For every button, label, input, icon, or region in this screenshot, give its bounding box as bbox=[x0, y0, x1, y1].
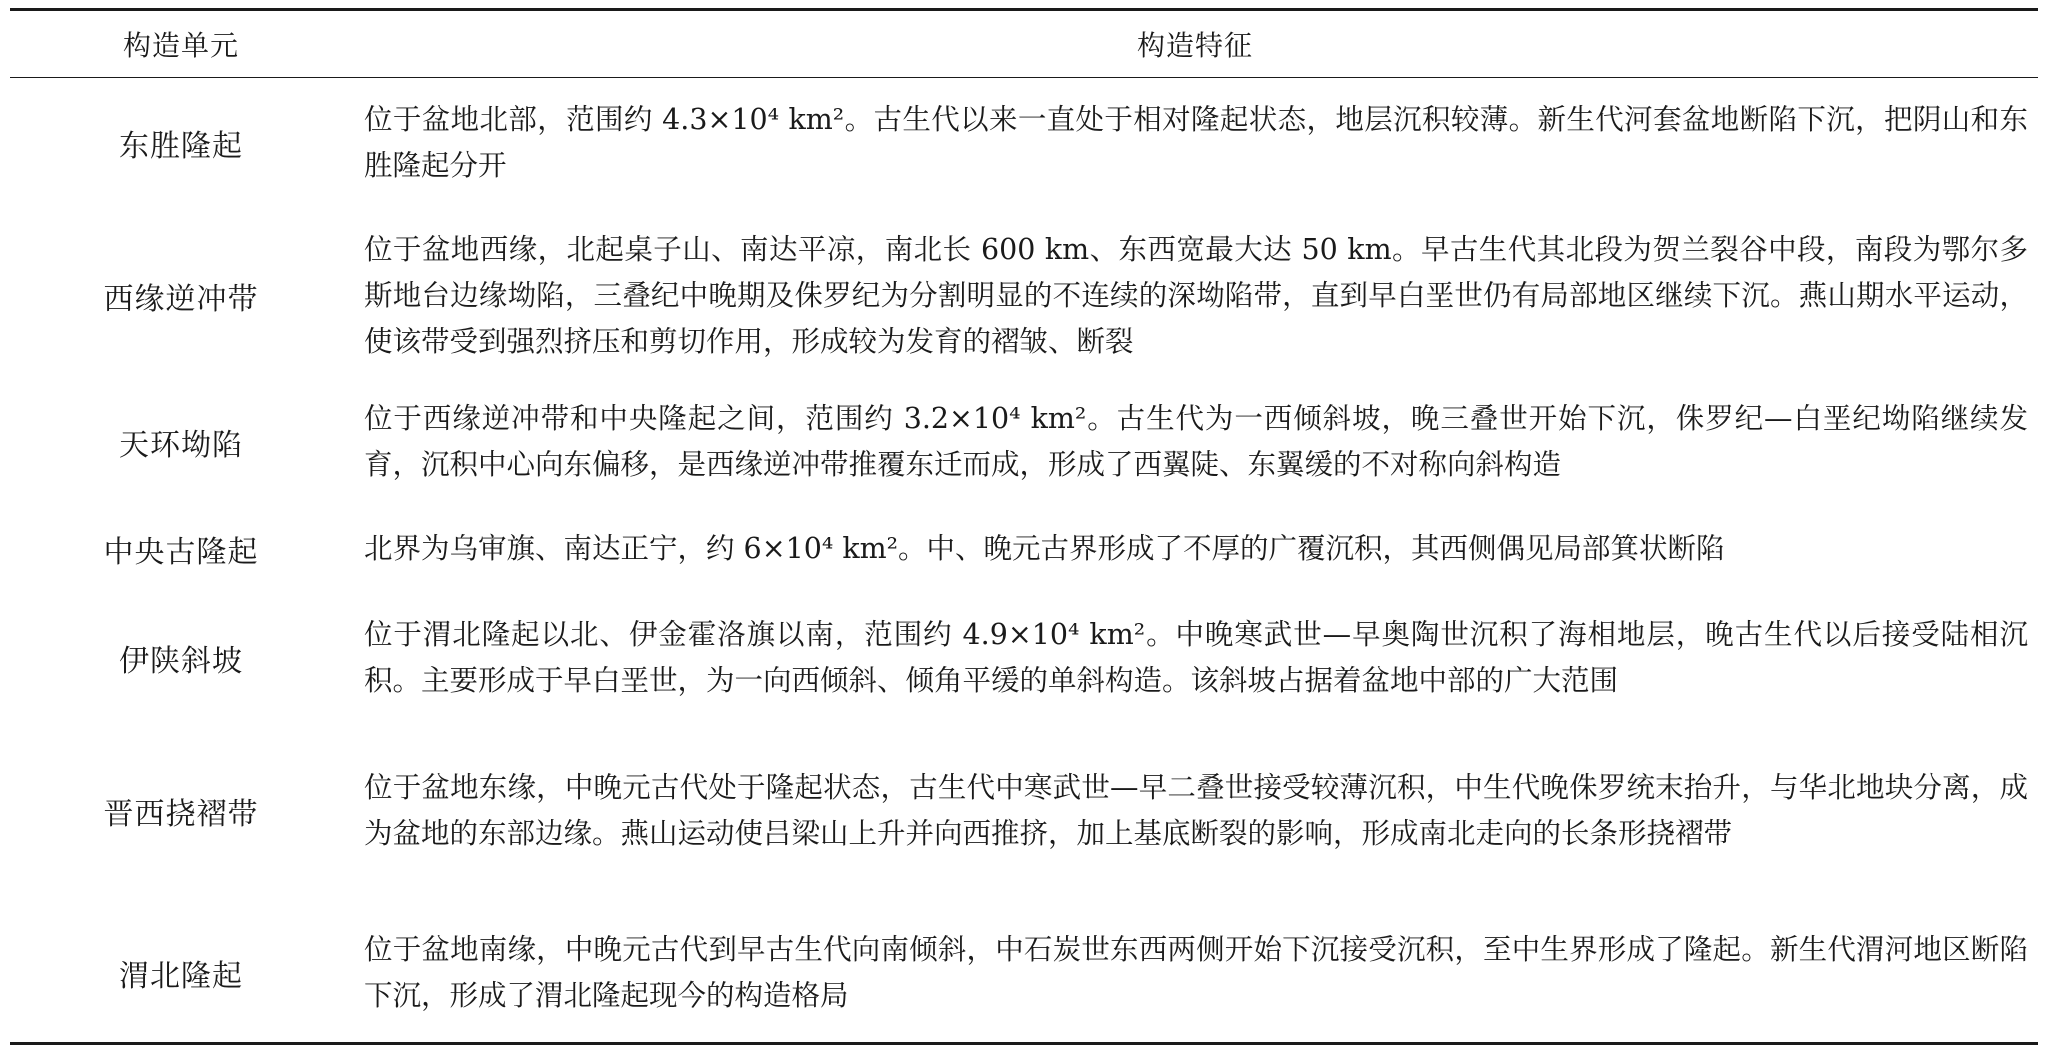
table-row bbox=[10, 718, 2038, 904]
table-row bbox=[10, 208, 2038, 384]
row-feature-text: 位于盆地东缘，中晚元古代处于隆起状态，古生代中寒武世—早二叠世接受较薄沉积，中生代晚侏罗统末抬升，与华北地块分离，成为盆地的东部边缘。燕山运动使吕梁山上升并向西推挤，加上基底断裂的影响，形成南北走向的长条形挠褶带 bbox=[364, 770, 2028, 850]
row-feature-text: 位于盆地西缘，北起桌子山、南达平凉，南北长 600 km、东西宽最大达 50 km。早古生代其北段为贺兰裂谷中段，南段为鄂尔多斯地台边缘坳陷，三叠纪中晚期及侏罗纪为分割明显的不连续的深坳陷带，直到早白垩世仍有局部地区继续下沉。燕山期水平运动，使该带受到强烈挤压和剪切作用，形成较为发育的褶皱、断裂 bbox=[364, 232, 2028, 358]
table-row bbox=[10, 78, 2038, 208]
table-row bbox=[10, 384, 2038, 500]
row-feature-text: 北界为乌审旗、南达正宁，约 6×10⁴ km²。中、晚元古界形成了不厚的广覆沉积，其西侧偶见局部箕状断陷 bbox=[364, 531, 1725, 565]
row-unit-name: 伊陕斜坡 bbox=[119, 643, 243, 679]
row-unit-name: 西缘逆冲带 bbox=[103, 281, 259, 317]
row-unit-name: 晋西挠褶带 bbox=[103, 796, 259, 832]
column-header-unit: 构造单元 bbox=[122, 29, 239, 62]
row-feature-text: 位于西缘逆冲带和中央隆起之间，范围约 3.2×10⁴ km²。古生代为一西倾斜坡，晚三叠世开始下沉，侏罗纪—白垩纪坳陷继续发育，沉积中心向东偏移，是西缘逆冲带推覆东迁而成，形成了西翼陡、东翼缓的不对称向斜构造 bbox=[364, 401, 2028, 481]
row-unit-name: 天环坳陷 bbox=[119, 427, 243, 463]
row-feature-text: 位于渭北隆起以北、伊金霍洛旗以南，范围约 4.9×10⁴ km²。中晚寒武世—早奥陶世沉积了海相地层，晚古生代以后接受陆相沉积。主要形成于早白垩世，为一向西倾斜、倾角平缓的单斜构造。该斜坡占据着盆地中部的广大范围 bbox=[364, 617, 2028, 697]
row-feature-text: 位于盆地北部，范围约 4.3×10⁴ km²。古生代以来一直处于相对隆起状态，地层沉积较薄。新生代河套盆地断陷下沉，把阴山和东胜隆起分开 bbox=[364, 102, 2028, 182]
table-header-row bbox=[10, 10, 2038, 78]
table-row bbox=[10, 904, 2038, 1044]
row-unit-name: 渭北隆起 bbox=[119, 958, 243, 994]
column-header-feature: 构造特征 bbox=[1136, 29, 1253, 62]
row-unit-name: 东胜隆起 bbox=[119, 128, 243, 164]
table-row bbox=[10, 500, 2038, 598]
row-unit-name: 中央古隆起 bbox=[103, 534, 259, 570]
tectonic-units-table bbox=[10, 8, 2038, 1045]
row-feature-text: 位于盆地南缘，中晚元古代到早古生代向南倾斜，中石炭世东西两侧开始下沉接受沉积，至中生界形成了隆起。新生代渭河地区断陷下沉，形成了渭北隆起现今的构造格局 bbox=[364, 932, 2028, 1012]
table-row bbox=[10, 598, 2038, 718]
